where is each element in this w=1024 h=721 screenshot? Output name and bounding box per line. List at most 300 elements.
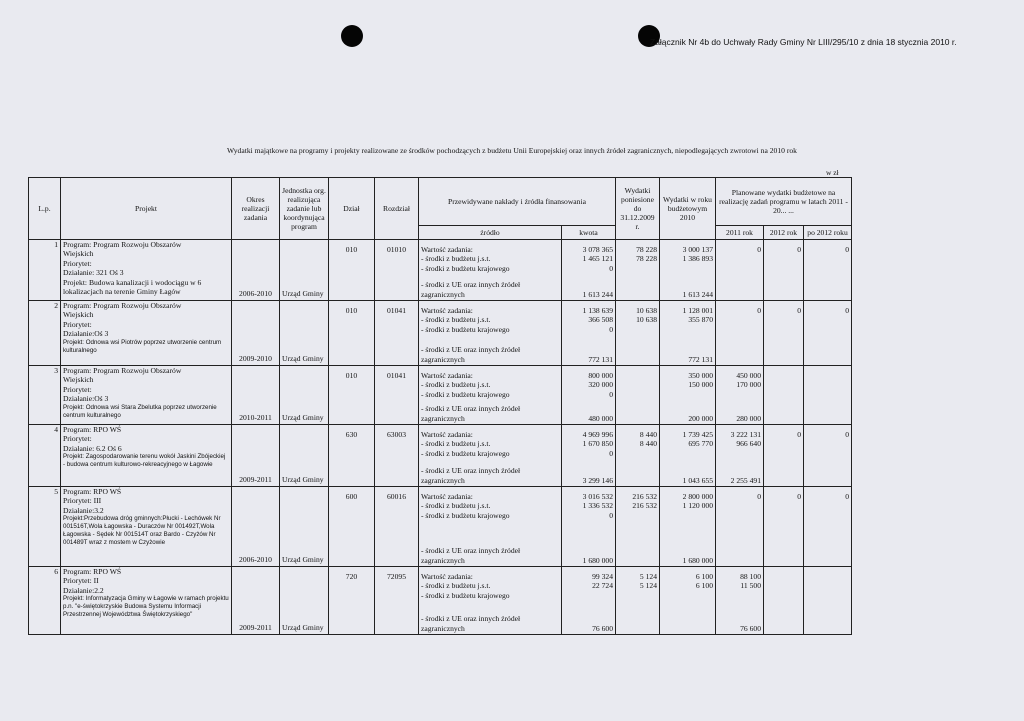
row-kwota: [562, 425, 616, 487]
row-2012: [764, 240, 804, 301]
rok-2011-value: 450 000: [736, 371, 761, 380]
po-2012-value: [806, 254, 849, 263]
attachment-note: Załącznik Nr 4b do Uchwały Rady Gminy Nr LIII/295/10 z dnia 18 stycznia 2010 r.: [650, 37, 957, 47]
row-2010: [660, 240, 716, 301]
row-2010: [660, 567, 716, 635]
wydatki-2010-value: 1 613 244: [682, 289, 713, 299]
zrodlo-line: - środki z UE oraz innych źródeł zagranicznych: [421, 404, 521, 423]
zrodlo-line: - środki z budżetu j.s.t.: [421, 501, 491, 511]
row-2010: [660, 487, 716, 567]
rok-2011-value: [718, 315, 761, 324]
kwota-value: 0: [609, 389, 613, 399]
po-2012-value: [806, 511, 849, 520]
wydatki-2010-value: 2 800 000: [682, 492, 713, 501]
wydatki-2010-value: 1 120 000: [682, 501, 713, 511]
rok-2012-value: [766, 325, 801, 334]
projekt-description: Projekt: Odnowa wsi Stara Zbelutka poprzez utworzenie centrum kulturalnego: [63, 403, 217, 419]
okres-value: 2006-2010: [239, 289, 272, 298]
po-2012-value: [806, 414, 849, 423]
row-jednostka: [280, 567, 329, 635]
zrodlo-line: Wartość zadania:: [421, 492, 473, 501]
zrodlo-line: - środki z budżetu krajowego: [421, 324, 510, 334]
poniesione-value: [618, 290, 657, 299]
zrodlo-line: Wartość zadania:: [421, 371, 473, 380]
rok-2011-value: 0: [757, 306, 761, 315]
dzial-value: 720: [345, 572, 358, 581]
projekt-line: Program: Program Rozwoju Obszarów: [63, 240, 182, 249]
poniesione-value: [618, 476, 657, 485]
col-okres: Okres realizacji zadania: [232, 178, 280, 240]
row-poniesione: [616, 240, 660, 301]
rozdzial-value: 01041: [387, 371, 406, 380]
poniesione-value: [618, 390, 657, 399]
col-2012: 2012 rok: [764, 226, 804, 240]
row-lp: [29, 301, 61, 366]
poniesione-value: 10 638: [636, 306, 657, 315]
row-zrodla: [419, 425, 562, 487]
zrodlo-line: - środki z UE oraz innych źródeł zagranicznych: [421, 280, 521, 299]
projekt-line: Program: Program Rozwoju Obszarów: [63, 301, 182, 310]
po-2012-value: [806, 581, 849, 590]
rok-2011-value: [718, 254, 761, 263]
rok-2011-value: [718, 325, 761, 334]
projekt-line: lokalizacjach na terenie Gminy Łagów: [63, 286, 181, 296]
row-poniesione: [616, 567, 660, 635]
po-2012-value: [806, 624, 849, 633]
poniesione-value: 78 228: [636, 245, 657, 254]
rok-2012-value: [766, 439, 801, 448]
rok-2012-value: [766, 511, 801, 520]
row-kwota: [562, 301, 616, 366]
table-row: [29, 301, 852, 366]
projekt-line: Program: RPO WŚ: [63, 567, 122, 576]
rok-2012-value: [766, 254, 801, 263]
currency-unit: w zł: [826, 168, 839, 177]
row-lp: [29, 425, 61, 487]
wydatki-2010-value: 695 770: [688, 439, 713, 449]
zrodlo-line: - środki z budżetu krajowego: [421, 389, 510, 399]
poniesione-value: 8 440: [639, 439, 657, 449]
zrodlo-line: - środki z budżetu krajowego: [421, 263, 510, 273]
row-projekt: [61, 366, 232, 425]
row-po-2012: [804, 240, 852, 301]
kwota-value: 3 016 532: [582, 492, 613, 501]
rok-2012-value: [766, 371, 801, 380]
wydatki-2010-value: [662, 390, 713, 399]
row-po-2012: [804, 567, 852, 635]
poniesione-value: 216 532: [632, 501, 657, 511]
row-dzial: [329, 301, 375, 366]
row-po-2012: [804, 366, 852, 425]
projekt-line: Działanie:3.2: [63, 505, 104, 515]
jednostka-value: Urząd Gminy: [282, 289, 324, 298]
row-projekt: [61, 567, 232, 635]
rok-2011-value: [718, 511, 761, 520]
table-row: [29, 487, 852, 567]
row-2010: [660, 425, 716, 487]
row-jednostka: [280, 301, 329, 366]
rok-2012-value: [766, 355, 801, 364]
rok-2011-value: 280 000: [736, 413, 761, 423]
zrodlo-line: Wartość zadania:: [421, 245, 473, 254]
kwota-value: 0: [609, 448, 613, 458]
projekt-line: Wiejskich: [63, 310, 94, 320]
row-okres: [232, 366, 280, 425]
rok-2011-value: [718, 264, 761, 273]
row-rozdzial: [375, 301, 419, 366]
projekt-line: Wiejskich: [63, 249, 94, 259]
row-po-2012: [804, 301, 852, 366]
poniesione-value: 5 124: [639, 572, 657, 581]
row-kwota: [562, 366, 616, 425]
row-poniesione: [616, 366, 660, 425]
rok-2011-value: [718, 591, 761, 600]
row-number: 1: [54, 240, 58, 249]
row-po-2012: [804, 487, 852, 567]
projekt-line: Priorytet: III: [63, 496, 102, 506]
projekt-line: Działanie:Oś 3: [63, 394, 109, 404]
row-rozdzial: [375, 425, 419, 487]
row-projekt: [61, 240, 232, 301]
rok-2011-value: [718, 449, 761, 458]
poniesione-value: 216 532: [632, 492, 657, 501]
row-poniesione: [616, 425, 660, 487]
row-projekt: [61, 425, 232, 487]
poniesione-value: [618, 511, 657, 520]
poniesione-value: 10 638: [636, 315, 657, 325]
row-jednostka: [280, 487, 329, 567]
zrodlo-line: - środki z budżetu j.s.t.: [421, 315, 491, 325]
row-2012: [764, 366, 804, 425]
col-2011: 2011 rok: [716, 226, 764, 240]
row-2012: [764, 425, 804, 487]
row-dzial: [329, 487, 375, 567]
row-lp: [29, 366, 61, 425]
rok-2012-value: [766, 591, 801, 600]
okres-value: 2009-2010: [239, 354, 272, 363]
wydatki-2010-value: 350 000: [688, 371, 713, 380]
row-2011: [716, 567, 764, 635]
poniesione-value: [618, 380, 657, 389]
poniesione-value: [618, 355, 657, 364]
po-2012-value: [806, 355, 849, 364]
kwota-value: 480 000: [588, 413, 613, 423]
wydatki-2010-value: 6 100: [695, 572, 713, 581]
projekt-line: Działanie:2.2: [63, 585, 104, 595]
row-rozdzial: [375, 240, 419, 301]
rok-2012-value: [766, 556, 801, 565]
rok-2011-value: [718, 501, 761, 510]
po-2012-value: [806, 290, 849, 299]
row-lp: [29, 240, 61, 301]
row-number: 2: [54, 301, 58, 310]
rok-2011-value: 170 000: [736, 380, 761, 390]
table-row: [29, 240, 852, 301]
kwota-value: 800 000: [588, 371, 613, 380]
poniesione-value: [618, 591, 657, 600]
row-lp: [29, 487, 61, 567]
rok-2011-value: 2 255 491: [730, 475, 761, 485]
row-kwota: [562, 567, 616, 635]
zrodlo-line: - środki z UE oraz innych źródeł zagranicznych: [421, 614, 521, 633]
row-zrodla: [419, 487, 562, 567]
col-naklady: Przewidywane nakłady i źródła finansowania: [419, 178, 616, 226]
col-wydatki-poniesione: Wydatki poniesione do 31.12.2009 r.: [616, 178, 660, 240]
zrodlo-line: - środki z UE oraz innych źródeł zagranicznych: [421, 345, 521, 364]
jednostka-value: Urząd Gminy: [282, 354, 324, 363]
row-number: 5: [54, 487, 58, 496]
kwota-value: 0: [609, 324, 613, 334]
wydatki-2010-value: 1 739 425: [682, 430, 713, 439]
col-po-2012: po 2012 roku: [804, 226, 852, 240]
rozdzial-value: 01041: [387, 306, 406, 315]
kwota-value: 1 138 639: [582, 306, 613, 315]
zrodlo-line: - środki z budżetu j.s.t.: [421, 439, 491, 449]
kwota-value: 1 613 244: [582, 289, 613, 299]
kwota-value: 99 324: [592, 572, 613, 581]
row-zrodla: [419, 240, 562, 301]
kwota-value: 4 969 996: [582, 430, 613, 439]
zrodlo-line: - środki z UE oraz innych źródeł zagranicznych: [421, 546, 521, 565]
row-jednostka: [280, 425, 329, 487]
rozdzial-value: 01010: [387, 245, 406, 254]
poniesione-value: 5 124: [639, 581, 657, 591]
row-kwota: [562, 487, 616, 567]
table-row: [29, 366, 852, 425]
row-2011: [716, 240, 764, 301]
rok-2012-value: [766, 290, 801, 299]
row-jednostka: [280, 240, 329, 301]
wydatki-2010-value: 3 000 137: [682, 245, 713, 254]
zrodlo-line: - środki z budżetu krajowego: [421, 590, 510, 600]
col-kwota: kwota: [562, 226, 616, 240]
col-rozdzial: Rozdział: [375, 178, 419, 240]
rok-2011-value: [718, 290, 761, 299]
po-2012-value: 0: [845, 245, 850, 254]
rok-2011-value: 0: [757, 245, 761, 254]
col-zrodlo: źródło: [419, 226, 562, 240]
rok-2012-value: [766, 315, 801, 324]
wydatki-2010-value: [662, 511, 713, 520]
kwota-value: 3 078 365: [582, 245, 613, 254]
po-2012-value: [806, 449, 849, 458]
row-dzial: [329, 567, 375, 635]
projekt-line: Priorytet:: [63, 319, 92, 329]
col-wydatki-2010: Wydatki w roku budżetowym 2010: [660, 178, 716, 240]
okres-value: 2010-2011: [239, 413, 272, 422]
projekt-line: Działanie: 6.2 Oś 6: [63, 443, 122, 453]
rok-2012-value: [766, 264, 801, 273]
zrodlo-line: - środki z budżetu krajowego: [421, 510, 510, 520]
rok-2011-value: 0: [757, 492, 761, 501]
rok-2012-value: [766, 581, 801, 590]
kwota-value: 1 680 000: [582, 555, 613, 565]
zrodlo-line: Wartość zadania:: [421, 306, 473, 315]
rok-2011-value: [718, 390, 761, 399]
col-projekt: Projekt: [61, 178, 232, 240]
okres-value: 2009-2011: [239, 623, 272, 632]
rok-2012-value: [766, 414, 801, 423]
row-okres: [232, 425, 280, 487]
po-2012-value: [806, 556, 849, 565]
rok-2012-value: 0: [797, 245, 801, 254]
jednostka-value: Urząd Gminy: [282, 413, 324, 422]
poniesione-value: 78 228: [636, 254, 657, 264]
document-title: Wydatki majątkowe na programy i projekty realizowane ze środków pochodzących z budżetu Unii Europejskiej oraz innych źródeł zagranicznych, niepodlegających zwrotowi na 2010 rok: [227, 146, 797, 155]
rok-2011-value: 88 100: [740, 572, 761, 581]
dzial-value: 010: [345, 245, 358, 254]
zrodlo-line: Wartość zadania:: [421, 430, 473, 439]
wydatki-2010-value: [662, 449, 713, 458]
po-2012-value: [806, 315, 849, 324]
kwota-value: 1 670 850: [582, 439, 613, 449]
projekt-line: Działanie: 321 Oś 3: [63, 268, 124, 278]
kwota-value: 76 600: [592, 623, 613, 633]
kwota-value: 0: [609, 263, 613, 273]
po-2012-value: 0: [845, 492, 850, 501]
row-rozdzial: [375, 366, 419, 425]
row-zrodla: [419, 567, 562, 635]
jednostka-value: Urząd Gminy: [282, 555, 324, 564]
zrodlo-line: - środki z UE oraz innych źródeł zagranicznych: [421, 466, 521, 485]
row-dzial: [329, 366, 375, 425]
wydatki-2010-value: 1 680 000: [682, 555, 713, 565]
rok-2011-value: [718, 355, 761, 364]
okres-value: 2009-2011: [239, 475, 272, 484]
row-projekt: [61, 301, 232, 366]
wydatki-2010-value: [662, 264, 713, 273]
zrodlo-line: - środki z budżetu j.s.t.: [421, 581, 491, 591]
rok-2012-value: [766, 380, 801, 389]
wydatki-2010-value: 150 000: [688, 380, 713, 390]
row-dzial: [329, 425, 375, 487]
row-2011: [716, 487, 764, 567]
poniesione-value: 8 440: [639, 430, 657, 439]
wydatki-2010-value: [662, 624, 713, 633]
row-number: 4: [54, 425, 58, 434]
kwota-value: 366 508: [588, 315, 613, 325]
row-okres: [232, 240, 280, 301]
rok-2011-value: 966 640: [736, 439, 761, 449]
row-rozdzial: [375, 567, 419, 635]
po-2012-value: 0: [845, 306, 850, 315]
row-2010: [660, 301, 716, 366]
zrodlo-line: - środki z budżetu j.s.t.: [421, 380, 491, 390]
kwota-value: 0: [609, 510, 613, 520]
table-row: [29, 425, 852, 487]
col-jednostka: Jednostka org. realizująca zadanie lub koordynująca program: [280, 178, 329, 240]
rok-2011-value: 3 222 131: [730, 430, 761, 439]
row-po-2012: [804, 425, 852, 487]
okres-value: 2006-2010: [239, 555, 272, 564]
rozdzial-value: 60016: [387, 492, 406, 501]
col-planowane: Planowane wydatki budżetowe na realizację zadań programu w latach 2011 - 20... ...: [716, 178, 852, 226]
col-dzial: Dział: [329, 178, 375, 240]
wydatki-2010-value: 355 870: [688, 315, 713, 325]
projekt-line: Priorytet:: [63, 434, 92, 444]
row-rozdzial: [375, 487, 419, 567]
rok-2012-value: [766, 449, 801, 458]
row-2010: [660, 366, 716, 425]
row-okres: [232, 301, 280, 366]
row-projekt: [61, 487, 232, 567]
row-2012: [764, 487, 804, 567]
rozdzial-value: 72095: [387, 572, 406, 581]
row-number: 3: [54, 366, 58, 375]
po-2012-value: [806, 476, 849, 485]
rok-2011-value: 76 600: [740, 623, 761, 633]
row-poniesione: [616, 301, 660, 366]
rok-2012-value: [766, 501, 801, 510]
table-row: [29, 567, 852, 635]
wydatki-2010-value: 1 128 001: [682, 306, 713, 315]
poniesione-value: [618, 325, 657, 334]
jednostka-value: Urząd Gminy: [282, 475, 324, 484]
zrodlo-line: Wartość zadania:: [421, 572, 473, 581]
col-lp: L.p.: [29, 178, 61, 240]
po-2012-value: [806, 371, 849, 380]
projekt-line: Program: RPO WŚ: [63, 487, 122, 496]
poniesione-value: [618, 556, 657, 565]
rozdzial-value: 63003: [387, 430, 406, 439]
dzial-value: 010: [345, 306, 358, 315]
po-2012-value: [806, 501, 849, 510]
projekt-line: Działanie:Oś 3: [63, 329, 109, 339]
po-2012-value: 0: [845, 430, 850, 439]
projekt-description: Projekt: Odnowa wsi Piotrów poprzez utworzenie centrum kulturalnego: [63, 338, 222, 354]
projekt-description: Projekt: Informatyzacja Gminy w Łagowie w ramach projektu p.n. "e-świętokrzyskie Budowa Systemu Informacji Przestrzennej Województwa Świętokrzyskiego": [63, 595, 229, 619]
wydatki-2010-value: 200 000: [688, 413, 713, 423]
projekt-line: Projekt: Budowa kanalizacji i wodociągu w 6: [63, 277, 202, 287]
kwota-value: 320 000: [588, 380, 613, 390]
po-2012-value: [806, 325, 849, 334]
wydatki-2010-value: [662, 591, 713, 600]
row-zrodla: [419, 301, 562, 366]
po-2012-value: [806, 439, 849, 448]
row-dzial: [329, 240, 375, 301]
rok-2012-value: 0: [797, 306, 801, 315]
punch-hole-left: [341, 25, 363, 47]
expenditure-table: [28, 177, 852, 635]
wydatki-2010-value: 1 386 893: [682, 254, 713, 264]
projekt-description: Projekt: Zagospodarowanie terenu wokół Jaskini Zbójeckiej - budowa centrum kulturowo-rekreacyjnego w Łagowie: [63, 453, 226, 469]
kwota-value: 1 465 121: [582, 254, 613, 264]
poniesione-value: [618, 414, 657, 423]
zrodlo-line: - środki z budżetu krajowego: [421, 448, 510, 458]
poniesione-value: [618, 449, 657, 458]
projekt-description: Projekt:Przebudowa dróg gminnych:Płucki - Lechówek Nr 001516T,Wola Łagowska - Duraczów Nr 001492T,Wola Łagowska - Sędek Nr 001514T oraz Bardo - Czyżów Nr 001489T wraz z mostem w Czyżowie: [63, 515, 221, 547]
kwota-value: 772 131: [588, 354, 613, 364]
projekt-line: Program: RPO WŚ: [63, 425, 122, 434]
row-number: 6: [54, 567, 58, 576]
projekt-line: Priorytet:: [63, 258, 92, 268]
wydatki-2010-value: [662, 325, 713, 334]
row-2012: [764, 567, 804, 635]
kwota-value: 1 336 532: [582, 501, 613, 511]
wydatki-2010-value: 1 043 655: [682, 475, 713, 485]
poniesione-value: [618, 371, 657, 380]
row-2011: [716, 425, 764, 487]
row-2011: [716, 366, 764, 425]
kwota-value: 3 299 146: [582, 475, 613, 485]
po-2012-value: [806, 264, 849, 273]
zrodlo-line: - środki z budżetu j.s.t.: [421, 254, 491, 264]
rok-2012-value: 0: [797, 430, 801, 439]
projekt-line: Priorytet:: [63, 384, 92, 394]
row-okres: [232, 487, 280, 567]
rok-2012-value: [766, 572, 801, 581]
dzial-value: 010: [345, 371, 358, 380]
